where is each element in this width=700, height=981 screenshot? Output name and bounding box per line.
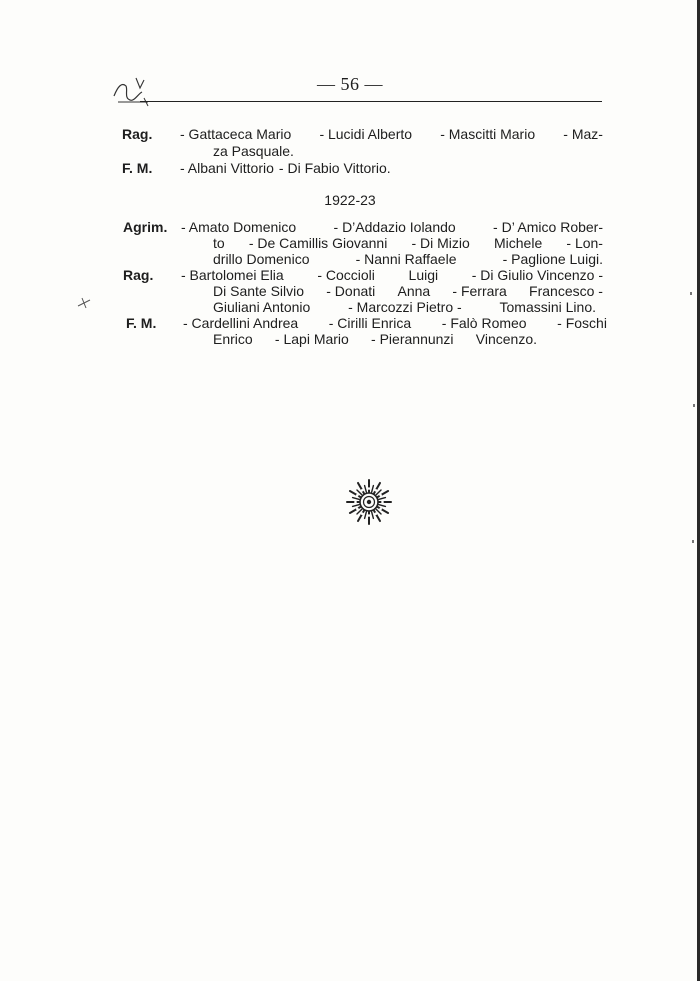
ornament-dot bbox=[374, 489, 377, 492]
ornament-dot bbox=[368, 514, 371, 517]
sunburst-ornament-icon bbox=[344, 479, 394, 525]
entry-label: Agrim. bbox=[123, 219, 168, 235]
name-text: - Maz- bbox=[563, 126, 603, 142]
name-text: Tomassini Lino. bbox=[499, 299, 596, 315]
name-text: - Cirilli Enrica bbox=[328, 315, 412, 331]
name-text: Francesco - bbox=[529, 283, 603, 299]
page-number: — 56 — bbox=[317, 74, 383, 94]
entry-line bbox=[213, 235, 603, 252]
name-text: Di Sante Silvio bbox=[213, 283, 305, 299]
entry-line bbox=[180, 126, 603, 143]
name-text: drillo Domenico bbox=[213, 251, 310, 267]
entry-label: F. M. bbox=[122, 160, 153, 176]
entry-line bbox=[180, 160, 391, 177]
entry-row-fm-1 bbox=[0, 160, 700, 177]
entry-line bbox=[181, 219, 603, 236]
name-text: za Pasquale. bbox=[213, 143, 294, 159]
name-text: Vincenzo. bbox=[475, 331, 537, 347]
ornament-dot bbox=[361, 489, 364, 492]
ornament-dot bbox=[379, 494, 382, 497]
pencil-cross-mark-icon bbox=[76, 296, 92, 310]
name-text: - Lucidi Alberto bbox=[319, 126, 413, 142]
name-text: Enrico bbox=[213, 331, 253, 347]
entry-row-fm-2 bbox=[0, 315, 700, 332]
entry-line bbox=[213, 251, 603, 268]
header-rule bbox=[140, 101, 602, 102]
entry-row-agrim bbox=[0, 219, 700, 236]
name-text: - Lapi Mario bbox=[274, 331, 349, 347]
name-text: - Gattaceca Mario bbox=[180, 126, 292, 142]
name-text: - Albani Vittorio bbox=[180, 160, 274, 176]
edge-speck bbox=[692, 540, 694, 543]
ornament-dot bbox=[361, 512, 364, 515]
entry-line bbox=[183, 315, 607, 332]
edge-speck bbox=[693, 404, 695, 407]
ornament-ray bbox=[372, 486, 374, 493]
ornament-dot bbox=[374, 512, 377, 515]
name-text: to bbox=[213, 235, 225, 251]
ornament-dot bbox=[379, 507, 382, 510]
ornament-ray bbox=[379, 498, 386, 500]
ornament-ray bbox=[372, 512, 374, 519]
entry-line bbox=[213, 143, 294, 160]
name-text: - Nanni Raffaele bbox=[355, 251, 457, 267]
ornament-ray bbox=[365, 512, 367, 519]
name-text: - Paglione Luigi. bbox=[502, 251, 603, 267]
ornament-dot bbox=[381, 501, 384, 504]
name-text: - Marcozzi Pietro - bbox=[348, 299, 462, 315]
name-text: Anna bbox=[397, 283, 431, 299]
name-text: - D’ Amico Rober- bbox=[493, 219, 603, 235]
entry-line bbox=[181, 267, 603, 284]
entry-row-continuation bbox=[0, 299, 700, 316]
name-text: - Pierannunzi bbox=[371, 331, 454, 347]
ornament-dot bbox=[356, 507, 359, 510]
entry-line bbox=[213, 283, 603, 300]
name-text: Michele bbox=[493, 235, 543, 251]
name-text: - Ferrara bbox=[452, 283, 507, 299]
entry-line bbox=[213, 331, 537, 348]
name-text: - Lon- bbox=[566, 235, 603, 251]
name-text: - Cardellini Andrea bbox=[183, 315, 299, 331]
name-text: - Di Fabio Vittorio. bbox=[278, 160, 391, 176]
name-text: - De Camillis Giovanni bbox=[248, 235, 388, 251]
entry-label: Rag. bbox=[122, 126, 153, 142]
ornament-ray bbox=[353, 498, 360, 500]
edge-speck bbox=[690, 292, 692, 295]
ornament-dot bbox=[356, 494, 359, 497]
name-text: Luigi bbox=[408, 267, 439, 283]
entry-line bbox=[213, 299, 596, 316]
entry-row-continuation bbox=[0, 283, 700, 300]
entry-row-continuation bbox=[0, 331, 700, 348]
year-heading: 1922-23 bbox=[324, 192, 376, 208]
entry-row-continuation bbox=[0, 143, 700, 160]
ornament-ray bbox=[379, 505, 386, 507]
entry-row-rag-1 bbox=[0, 126, 700, 143]
name-text: - Mascitti Mario bbox=[440, 126, 536, 142]
name-text: - D’Addazio Iolando bbox=[333, 219, 456, 235]
name-text: - Di Mizio bbox=[411, 235, 470, 251]
name-text: - Donati bbox=[326, 283, 376, 299]
name-text: - Falò Romeo bbox=[441, 315, 527, 331]
name-text: - Bartolomei Elia bbox=[181, 267, 284, 283]
ornament-ray bbox=[365, 486, 367, 493]
entry-label: Rag. bbox=[123, 267, 154, 283]
entry-row-continuation bbox=[0, 235, 700, 252]
ornament-dot bbox=[368, 487, 371, 490]
entry-label: F. M. bbox=[126, 315, 157, 331]
entry-row-continuation bbox=[0, 251, 700, 268]
name-text: - Coccioli bbox=[317, 267, 375, 283]
ornament-ray bbox=[353, 505, 360, 507]
name-text: - Amato Domenico bbox=[181, 219, 297, 235]
name-text: - Di Giulio Vincenzo - bbox=[471, 267, 603, 283]
entry-row-rag-2 bbox=[0, 267, 700, 284]
name-text: Giuliani Antonio bbox=[213, 299, 311, 315]
ornament-dot bbox=[354, 501, 357, 504]
name-text: - Foschi bbox=[557, 315, 607, 331]
